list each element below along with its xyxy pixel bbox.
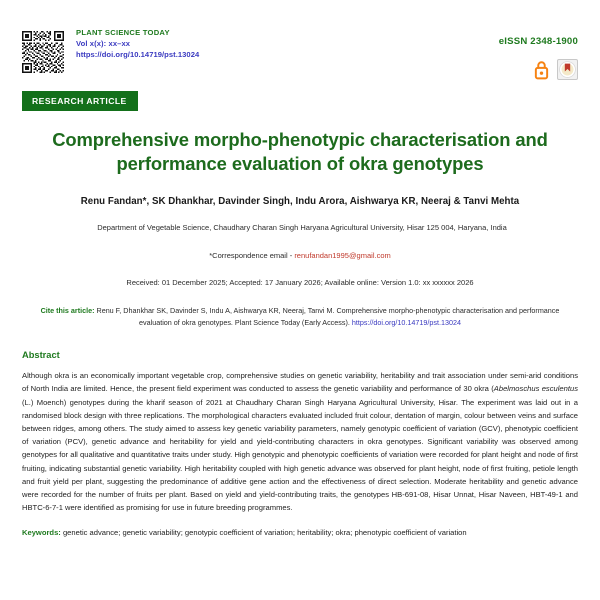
keywords-label: Keywords: (22, 528, 61, 538)
journal-volume: Vol x(x): xx–xx (76, 38, 131, 48)
author-list: Renu Fandan*, SK Dhankhar, Davinder Singh, Indu Arora, Aishwarya KR, Neeraj & Tanvi Mehta (80, 195, 520, 207)
abstract-section (22, 350, 578, 540)
crossmark-badge-icon[interactable] (557, 59, 578, 80)
affiliation: Department of Vegetable Science, Chaudhary Charan Singh Haryana Agricultural University, Hisar 125 004, Haryana, India (97, 222, 507, 232)
species-name: Abelmoschus esculentus (493, 384, 579, 394)
correspondence (22, 251, 578, 260)
research-article-badge: RESEARCH ARTICLE (22, 91, 138, 111)
citation-block (30, 305, 570, 328)
qr-code-icon[interactable] (22, 31, 64, 73)
abstract-heading: Abstract (22, 350, 60, 361)
correspondence-email-link[interactable]: renufandan1995@gmail.com (294, 250, 391, 260)
publication-dates: Received: 01 December 2025; Accepted: 17 January 2026; Available online: Version 1.0: xx xxxxxx 2026 (126, 277, 474, 287)
journal-doi-link[interactable]: https://doi.org/10.14719/pst.13024 (76, 49, 200, 59)
correspondence-label: *Correspondence email - (209, 250, 293, 260)
citation-doi-link[interactable]: https://doi.org/10.14719/pst.13024 (351, 317, 461, 327)
masthead-right (499, 28, 578, 80)
citation-label: Cite this article: (40, 305, 95, 315)
badge-group (499, 59, 578, 80)
journal-name: PLANT SCIENCE TODAY (76, 28, 170, 37)
journal-info (76, 28, 199, 60)
eissn-label: eISSN 2348-1900 (498, 36, 578, 47)
abstract-body (22, 369, 578, 514)
masthead (22, 0, 578, 80)
keywords-block (22, 527, 578, 540)
keywords-text: genetic advance; genetic variability; genotypic coefficient of variation; heritability; okra; phenotypic coefficient of variation (60, 528, 467, 538)
masthead-left (22, 28, 199, 73)
citation-text: Renu F, Dhankhar SK, Davinder S, Indu A, Aishwarya KR, Neeraj, Tanvi M. Comprehensive morpho-phenotypic characterisation and performance evaluation of okra genotypes. Plant Science Today (Early Access). (96, 305, 560, 327)
abstract-part-1: Although okra is an economically important vegetable crop, comprehensive studies on genetic variability, heritability and trait association under semi-arid conditions of North India are limited. Hence, the present field experiment was conducted to assess the genetic variability and performance of 30 okra ( (22, 371, 578, 394)
abstract-part-2: (L.) Moench) genotypes during the kharif season of 2021 at Chaudhary Charan Singh Haryana Agricultural University, Hisar. The experiment was laid out in a randomised block design with three replications. The morphological characters evaluated included fruit colour, dentation of margin, colour between veins and surface between ridges, among others. The study aimed to assess key genetic variability parameters, namely genotypic coefficient of variation (GCV), phenotypic coefficient of variation (PCV), genetic advance and heritability for yield and yield-contributing characters in okra genotypes. Significant variability was observed among genotypes for all qualitative and quantitative traits under study. High genotypic and phenotypic coefficients of variation were recorded for plant height and node of first fruiting, indicating substantial genetic variability. High heritability coupled with high genetic advance was observed for plant height, node of first fruiting, petiole length and fruit yield per plant, suggesting the predominance of additive gene action and the effectiveness of direct selection. Moderate heritability and genetic advance were recorded for the number of fruits per plant. Based on yield and yield-contributing traits, the genotypes HB-691-08, Hisar Unnat, Hisar Naveen, HBT-49-1 and HBTC-6-7-1 were identified as promising for use in future breeding programmes. (22, 397, 578, 513)
open-access-lock-icon[interactable] (533, 59, 550, 80)
page-title: Comprehensive morpho-phenotypic characterisation and performance evaluation of okra genotypes (52, 129, 548, 175)
